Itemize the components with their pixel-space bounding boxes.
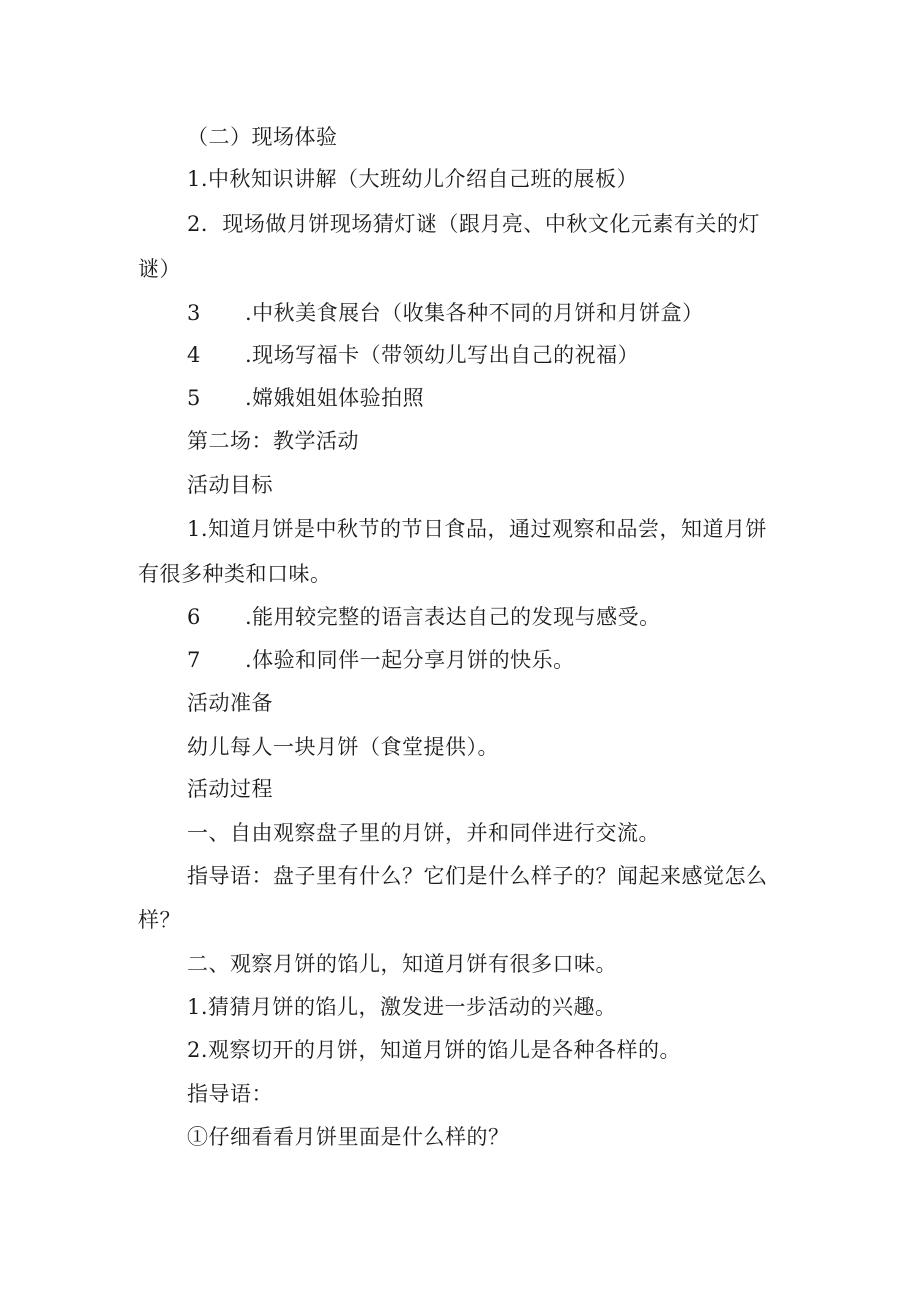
numbered-item bbox=[187, 300, 704, 326]
paragraph-continuation: 有很多种类和口味。 bbox=[138, 562, 332, 586]
paragraph: 幼儿每人一块月饼（食堂提供）。 bbox=[187, 735, 499, 759]
paragraph: 2.观察切开的月饼，知道月饼的馅儿是各种各样的。 bbox=[187, 1038, 682, 1062]
paragraph: ①仔细看看月饼里面是什么样的？ bbox=[187, 1125, 510, 1149]
paragraph-continuation: 样？ bbox=[138, 908, 181, 932]
subheading: 活动过程 bbox=[187, 777, 273, 801]
item-text: .能用较完整的语言表达自己的发现与感受。 bbox=[245, 605, 661, 629]
section-heading: 第二场：教学活动 bbox=[187, 429, 359, 453]
section-heading: （二）现场体验 bbox=[187, 125, 338, 149]
item-number: 3 bbox=[187, 301, 201, 325]
paragraph-continuation: 谜） bbox=[138, 257, 181, 281]
item-text: .嫦娥姐姐体验拍照 bbox=[245, 386, 425, 410]
item-text: .现场写福卡（带领幼儿写出自己的祝福） bbox=[245, 343, 640, 367]
paragraph: 一、自由观察盘子里的月饼，并和同伴进行交流。 bbox=[187, 821, 660, 845]
item-number: 6 bbox=[187, 605, 201, 629]
numbered-item bbox=[187, 342, 639, 368]
subheading: 活动准备 bbox=[187, 691, 273, 715]
item-text: .体验和同伴一起分享月饼的快乐。 bbox=[245, 648, 575, 672]
item-number: 5 bbox=[187, 386, 201, 410]
item-text: .中秋美食展台（收集各种不同的月饼和月饼盒） bbox=[245, 301, 704, 325]
paragraph: 1.猜猜月饼的馅儿，激发进一步活动的兴趣。 bbox=[187, 995, 617, 1019]
paragraph: 2．现场做月饼现场猜灯谜（跟月亮、中秋文化元素有关的灯 bbox=[187, 212, 760, 236]
paragraph: 指导语： bbox=[187, 1082, 273, 1106]
subheading: 活动目标 bbox=[187, 473, 273, 497]
paragraph: 1.知道月饼是中秋节的节日食品，通过观察和品尝，知道月饼 bbox=[187, 517, 768, 541]
paragraph: 1.中秋知识讲解（大班幼儿介绍自己班的展板） bbox=[187, 167, 639, 191]
item-number: 7 bbox=[187, 648, 201, 672]
numbered-item bbox=[187, 647, 575, 673]
numbered-item bbox=[187, 385, 424, 411]
item-number: 4 bbox=[187, 343, 201, 367]
paragraph: 二、观察月饼的馅儿，知道月饼有很多口味。 bbox=[187, 952, 617, 976]
numbered-item bbox=[187, 604, 661, 630]
paragraph: 指导语：盘子里有什么？它们是什么样子的？闻起来感觉怎么 bbox=[187, 864, 768, 888]
